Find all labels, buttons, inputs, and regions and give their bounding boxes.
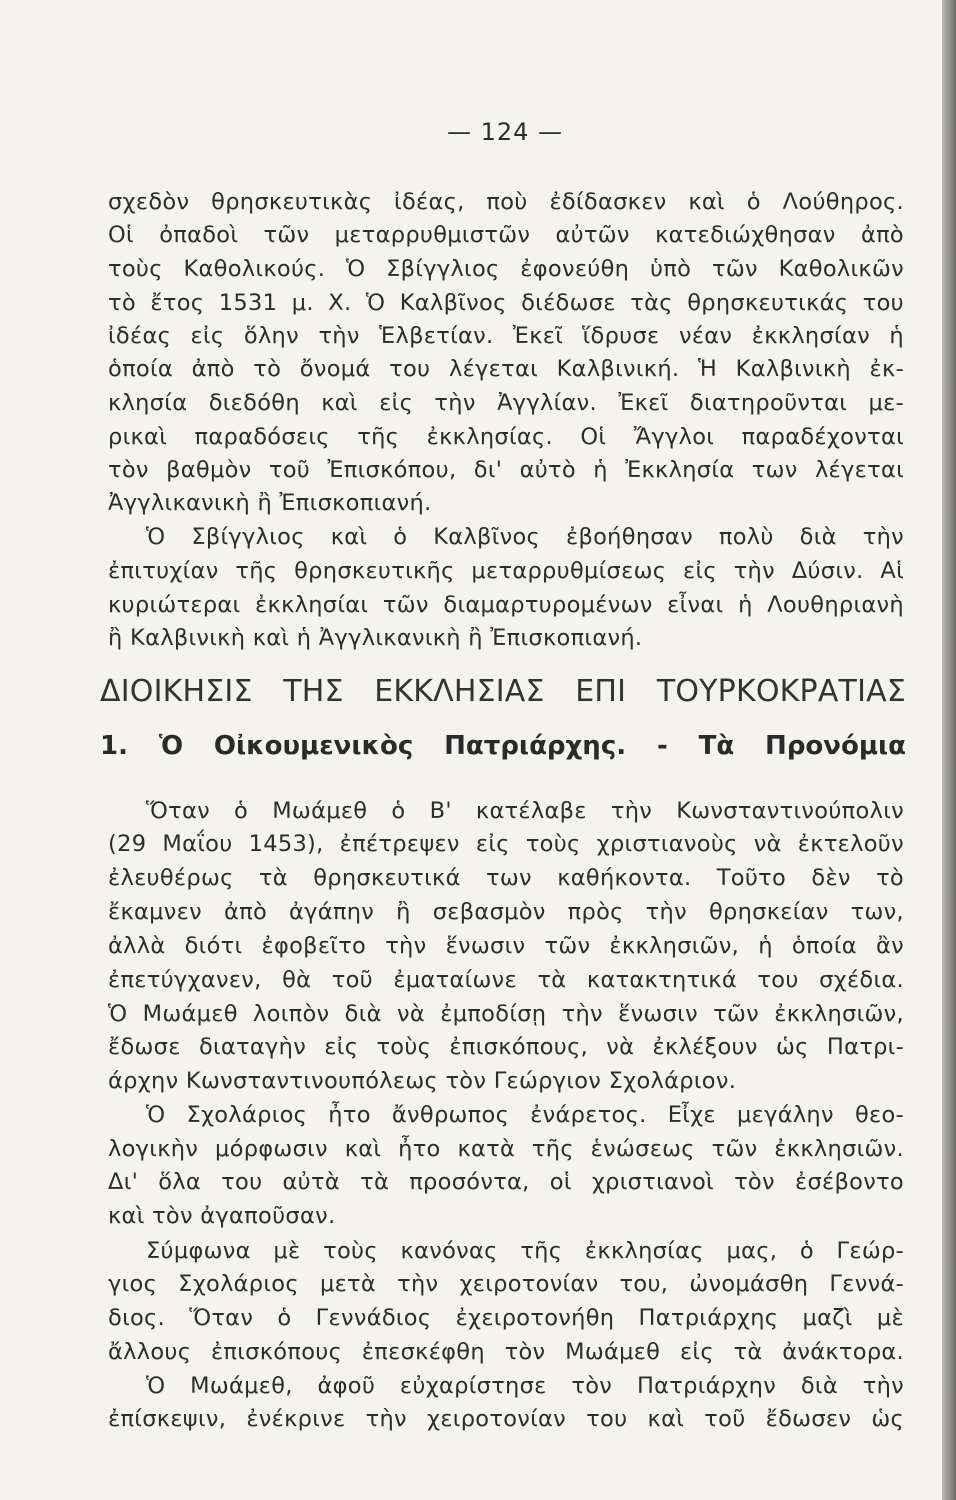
text-line: ἐπετύγχανεν, θὰ τοῦ ἐματαίωνε τὰ κατακτητικά του σχέδια.	[108, 967, 904, 993]
text-line: ἐπίσκεψιν, ἐνέκρινε τὴν χειροτονίαν του καὶ τοῦ ἔδωσεν ὡς	[108, 1406, 904, 1432]
text-line: Ὅταν ὁ Μωάμεθ ὁ Β' κατέλαβε τὴν Κωνσταντινούπολιν	[146, 798, 904, 824]
text-line: καὶ τὸν ἀγαποῦσαν.	[108, 1203, 336, 1229]
text-line: ὁποία ἀπὸ τὸ ὄνομά του λέγεται Καλβινική. Ἡ Καλβινικὴ ἐκ-	[108, 356, 904, 382]
text-line: ἀλλὰ διότι ἐφοβεῖτο τὴν ἕνωσιν τῶν ἐκκλησιῶν, ἡ ὁποία ἂν	[108, 933, 904, 959]
text-line: γιος Σχολάριος μετὰ τὴν χειροτονίαν του, ὠνομάσθη Γεννά-	[108, 1271, 904, 1297]
text-line: ἄλλους ἐπισκόπους ἐπεσκέφθη τὸν Μωάμεθ εἰς τὰ ἀνάκτορα.	[108, 1339, 904, 1365]
text-line: Ἀγγλικανικὴ ἢ Ἐπισκοπιανή.	[108, 490, 432, 516]
text-line: Ὁ Μωάμεθ λοιπὸν διὰ νὰ ἐμποδίσῃ τὴν ἕνωσιν τῶν ἐκκλησιῶν,	[108, 1001, 904, 1027]
text-line: Δι' ὅλα του αὐτὰ τὰ προσόντα, οἱ χριστιανοὶ τὸν ἐσέβοντο	[108, 1169, 904, 1195]
text-line: Ὁ Σχολάριος ἦτο ἄνθρωπος ἐνάρετος. Εἶχε μεγάλην θεο-	[146, 1102, 904, 1128]
text-line: λογικὴν μόρφωσιν καὶ ἦτο κατὰ τῆς ἑνώσεως τῶν ἐκκλησιῶν.	[108, 1136, 904, 1162]
text-line: ἐπιτυχίαν τῆς θρησκευτικῆς μεταρρυθμίσεως εἰς τὴν Δύσιν. Αἱ	[108, 558, 904, 584]
text-line: Ὁ Σβίγγλιος καὶ ὁ Καλβῖνος ἐβοήθησαν πολὺ διὰ τὴν	[146, 524, 904, 550]
text-line: Ὁ Μωάμεθ, ἀφοῦ εὐχαρίστησε τὸν Πατριάρχην διὰ τὴν	[146, 1373, 904, 1399]
text-line: κλησία διεδόθη καὶ εἰς τὴν Ἀγγλίαν. Ἐκεῖ διατηροῦνται με-	[108, 390, 904, 416]
text-line: άρχην Κωνσταντινουπόλεως τὸν Γεώργιον Σχολάριον.	[108, 1068, 737, 1094]
text-line: ἔδωσε διαταγὴν εἰς τοὺς ἐπισκόπους, νὰ ἐκλέξουν ὡς Πατρι-	[108, 1034, 904, 1060]
text-line: Οἱ ὀπαδοὶ τῶν μεταρρυθμιστῶν αὐτῶν κατεδιώχθησαν ἀπὸ	[108, 222, 904, 248]
text-line: τὸν βαθμὸν τοῦ Ἐπισκόπου, δι' αὐτὸ ἡ Ἐκκλησία των λέγεται	[108, 457, 904, 483]
text-line: Σύμφωνα μὲ τοὺς κανόνας τῆς ἐκκλησίας μας, ὁ Γεώρ-	[146, 1238, 904, 1264]
text-line: (29 Μαΐου 1453), ἐπέτρεψεν εἰς τοὺς χριστιανοὺς νὰ ἐκτελοῦν	[108, 831, 904, 857]
text-line: ἔκαμνεν ἀπὸ ἀγάπην ἢ σεβασμὸν πρὸς τὴν θρησκείαν των,	[108, 899, 904, 925]
text-line: ἰδέας εἰς ὅλην τὴν Ἑλβετίαν. Ἐκεῖ ἵδρυσε νέαν ἐκκλησίαν ἡ	[108, 323, 904, 349]
text-line: σχεδὸν θρησκευτικὰς ἰδέας, ποὺ ἐδίδασκεν καὶ ὁ Λούθηρος.	[108, 189, 904, 215]
text-line: ἐλευθέρως τὰ θρησκευτικά των καθήκοντα. Τοῦτο δὲν τὸ	[108, 865, 904, 891]
text-line: κυριώτεραι ἐκκλησίαι τῶν διαμαρτυρομένων εἶναι ἡ Λουθηριανὴ	[108, 592, 904, 618]
text-line: διος. Ὅταν ὁ Γεννάδιος ἐχειροτονήθη Πατριάρχης μαζὶ μὲ	[108, 1305, 904, 1331]
text-line: τοὺς Καθολικούς. Ὁ Σβίγγλιος ἐφονεύθη ὑπὸ τῶν Καθολικῶν	[108, 256, 904, 282]
page-number: — 124 —	[446, 118, 564, 146]
page-edge	[942, 0, 956, 1500]
text-line: ἢ Καλβινικὴ καὶ ἡ Ἀγγλικανικὴ ἢ Ἐπισκοπιανή.	[108, 625, 643, 651]
section-heading: ΔΙΟΙΚΗΣΙΣ ΤΗΣ ΕΚΚΛΗΣΙΑΣ ΕΠΙ ΤΟΥΡΚΟΚΡΑΤΙΑΣ	[100, 674, 906, 709]
text-line: τὸ ἔτος 1531 μ. Χ. Ὁ Καλβῖνος διέδωσε τὰς θρησκευτικάς του	[108, 290, 904, 316]
text-line: ρικαὶ παραδόσεις τῆς ἐκκλησίας. Οἱ Ἄγγλοι παραδέχονται	[108, 424, 904, 450]
subsection-heading: 1. Ὁ Οἰκουμενικὸς Πατριάρχης. - Τὰ Προνόμια	[100, 731, 906, 761]
